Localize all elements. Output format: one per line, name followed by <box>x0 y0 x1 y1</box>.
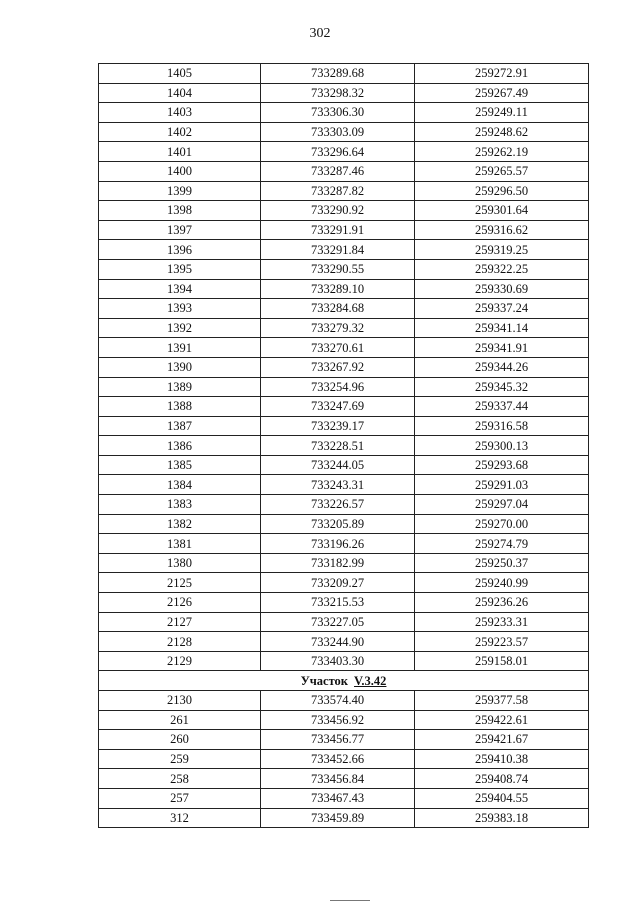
x-coordinate-cell: 733244.90 <box>261 632 415 652</box>
x-coordinate-cell: 733270.61 <box>261 338 415 358</box>
point-number-cell: 1402 <box>99 122 261 142</box>
y-coordinate-cell: 259341.14 <box>415 318 589 338</box>
x-coordinate-cell: 733459.89 <box>261 808 415 828</box>
x-coordinate-cell: 733196.26 <box>261 534 415 554</box>
coordinates-table <box>98 63 589 828</box>
point-number-cell: 2126 <box>99 593 261 613</box>
point-number-cell: 1387 <box>99 416 261 436</box>
table-row <box>99 534 589 554</box>
y-coordinate-cell: 259337.24 <box>415 299 589 319</box>
table-row <box>99 181 589 201</box>
table-row <box>99 710 589 730</box>
point-number-cell: 1403 <box>99 103 261 123</box>
x-coordinate-cell: 733456.92 <box>261 710 415 730</box>
y-coordinate-cell: 259223.57 <box>415 632 589 652</box>
section-label: Участок <box>300 673 349 688</box>
point-number-cell: 1382 <box>99 514 261 534</box>
y-coordinate-cell: 259319.25 <box>415 240 589 260</box>
x-coordinate-cell: 733182.99 <box>261 553 415 573</box>
table-row <box>99 103 589 123</box>
x-coordinate-cell: 733209.27 <box>261 573 415 593</box>
table-row <box>99 691 589 711</box>
table-row <box>99 240 589 260</box>
x-coordinate-cell: 733287.46 <box>261 161 415 181</box>
y-coordinate-cell: 259265.57 <box>415 161 589 181</box>
table-row <box>99 357 589 377</box>
point-number-cell: 1384 <box>99 475 261 495</box>
x-coordinate-cell: 733267.92 <box>261 357 415 377</box>
table-row <box>99 318 589 338</box>
table-row <box>99 495 589 515</box>
y-coordinate-cell: 259410.38 <box>415 749 589 769</box>
point-number-cell: 1380 <box>99 553 261 573</box>
table-row <box>99 749 589 769</box>
y-coordinate-cell: 259249.11 <box>415 103 589 123</box>
table-row <box>99 416 589 436</box>
table-row <box>99 397 589 417</box>
x-coordinate-cell: 733247.69 <box>261 397 415 417</box>
x-coordinate-cell: 733296.64 <box>261 142 415 162</box>
table-row <box>99 201 589 221</box>
y-coordinate-cell: 259330.69 <box>415 279 589 299</box>
point-number-cell: 1391 <box>99 338 261 358</box>
point-number-cell: 1397 <box>99 220 261 240</box>
section-header-group <box>99 671 589 691</box>
x-coordinate-cell: 733289.10 <box>261 279 415 299</box>
y-coordinate-cell: 259301.64 <box>415 201 589 221</box>
x-coordinate-cell: 733284.68 <box>261 299 415 319</box>
y-coordinate-cell: 259272.91 <box>415 64 589 84</box>
point-number-cell: 312 <box>99 808 261 828</box>
point-number-cell: 1404 <box>99 83 261 103</box>
y-coordinate-cell: 259337.44 <box>415 397 589 417</box>
y-coordinate-cell: 259248.62 <box>415 122 589 142</box>
x-coordinate-cell: 733290.92 <box>261 201 415 221</box>
y-coordinate-cell: 259300.13 <box>415 436 589 456</box>
y-coordinate-cell: 259377.58 <box>415 691 589 711</box>
table-row <box>99 808 589 828</box>
x-coordinate-cell: 733215.53 <box>261 593 415 613</box>
x-coordinate-cell: 733306.30 <box>261 103 415 123</box>
x-coordinate-cell: 733226.57 <box>261 495 415 515</box>
y-coordinate-cell: 259291.03 <box>415 475 589 495</box>
x-coordinate-cell: 733239.17 <box>261 416 415 436</box>
x-coordinate-cell: 733303.09 <box>261 122 415 142</box>
table-row <box>99 161 589 181</box>
table-row <box>99 259 589 279</box>
point-number-cell: 2125 <box>99 573 261 593</box>
point-number-cell: 1393 <box>99 299 261 319</box>
point-number-cell: 1381 <box>99 534 261 554</box>
y-coordinate-cell: 259421.67 <box>415 730 589 750</box>
x-coordinate-cell: 733279.32 <box>261 318 415 338</box>
table-row <box>99 514 589 534</box>
table-row <box>99 338 589 358</box>
x-coordinate-cell: 733467.43 <box>261 788 415 808</box>
point-number-cell: 2127 <box>99 612 261 632</box>
point-number-cell: 1392 <box>99 318 261 338</box>
point-number-cell: 1400 <box>99 161 261 181</box>
point-number-cell: 1389 <box>99 377 261 397</box>
point-number-cell: 1399 <box>99 181 261 201</box>
x-coordinate-cell: 733205.89 <box>261 514 415 534</box>
x-coordinate-cell: 733452.66 <box>261 749 415 769</box>
point-number-cell: 1405 <box>99 64 261 84</box>
y-coordinate-cell: 259404.55 <box>415 788 589 808</box>
point-number-cell: 2128 <box>99 632 261 652</box>
table-row <box>99 769 589 789</box>
y-coordinate-cell: 259422.61 <box>415 710 589 730</box>
y-coordinate-cell: 259240.99 <box>415 573 589 593</box>
table-row <box>99 553 589 573</box>
x-coordinate-cell: 733403.30 <box>261 651 415 671</box>
table-row <box>99 455 589 475</box>
y-coordinate-cell: 259158.01 <box>415 651 589 671</box>
y-coordinate-cell: 259344.26 <box>415 357 589 377</box>
y-coordinate-cell: 259322.25 <box>415 259 589 279</box>
section-code: V.3.42 <box>354 673 387 688</box>
y-coordinate-cell: 259297.04 <box>415 495 589 515</box>
table-row <box>99 142 589 162</box>
point-number-cell: 261 <box>99 710 261 730</box>
point-number-cell: 1388 <box>99 397 261 417</box>
x-coordinate-cell: 733291.91 <box>261 220 415 240</box>
y-coordinate-cell: 259408.74 <box>415 769 589 789</box>
table-row <box>99 377 589 397</box>
point-number-cell: 1398 <box>99 201 261 221</box>
point-number-cell: 257 <box>99 788 261 808</box>
section-header-row <box>99 671 589 691</box>
point-number-cell: 259 <box>99 749 261 769</box>
x-coordinate-cell: 733228.51 <box>261 436 415 456</box>
point-number-cell: 1390 <box>99 357 261 377</box>
y-coordinate-cell: 259274.79 <box>415 534 589 554</box>
point-number-cell: 260 <box>99 730 261 750</box>
table-row <box>99 788 589 808</box>
y-coordinate-cell: 259236.26 <box>415 593 589 613</box>
point-number-cell: 2129 <box>99 651 261 671</box>
y-coordinate-cell: 259267.49 <box>415 83 589 103</box>
y-coordinate-cell: 259383.18 <box>415 808 589 828</box>
x-coordinate-cell: 733244.05 <box>261 455 415 475</box>
table-row <box>99 122 589 142</box>
y-coordinate-cell: 259296.50 <box>415 181 589 201</box>
x-coordinate-cell: 733243.31 <box>261 475 415 495</box>
table-row <box>99 220 589 240</box>
point-number-cell: 2130 <box>99 691 261 711</box>
point-number-cell: 1394 <box>99 279 261 299</box>
x-coordinate-cell: 733574.40 <box>261 691 415 711</box>
point-number-cell: 1396 <box>99 240 261 260</box>
y-coordinate-cell: 259270.00 <box>415 514 589 534</box>
page-number: 302 <box>309 26 331 41</box>
table-row <box>99 573 589 593</box>
x-coordinate-cell: 733456.84 <box>261 769 415 789</box>
table-row <box>99 612 589 632</box>
section-header-cell <box>99 671 589 691</box>
coordinates-table-block-1 <box>99 64 589 671</box>
y-coordinate-cell: 259316.62 <box>415 220 589 240</box>
point-number-cell: 1395 <box>99 259 261 279</box>
table-row <box>99 279 589 299</box>
point-number-cell: 1385 <box>99 455 261 475</box>
y-coordinate-cell: 259345.32 <box>415 377 589 397</box>
scan-mark <box>330 900 370 901</box>
coordinates-table-block-2 <box>99 691 589 828</box>
table-row <box>99 651 589 671</box>
x-coordinate-cell: 733290.55 <box>261 259 415 279</box>
table-row <box>99 475 589 495</box>
x-coordinate-cell: 733227.05 <box>261 612 415 632</box>
point-number-cell: 1386 <box>99 436 261 456</box>
y-coordinate-cell: 259250.37 <box>415 553 589 573</box>
x-coordinate-cell: 733456.77 <box>261 730 415 750</box>
table-row <box>99 436 589 456</box>
x-coordinate-cell: 733287.82 <box>261 181 415 201</box>
table-row <box>99 632 589 652</box>
table-row <box>99 64 589 84</box>
x-coordinate-cell: 733298.32 <box>261 83 415 103</box>
x-coordinate-cell: 733291.84 <box>261 240 415 260</box>
table-row <box>99 730 589 750</box>
y-coordinate-cell: 259316.58 <box>415 416 589 436</box>
point-number-cell: 1383 <box>99 495 261 515</box>
x-coordinate-cell: 733254.96 <box>261 377 415 397</box>
x-coordinate-cell: 733289.68 <box>261 64 415 84</box>
point-number-cell: 258 <box>99 769 261 789</box>
table-row <box>99 299 589 319</box>
table-row <box>99 83 589 103</box>
y-coordinate-cell: 259233.31 <box>415 612 589 632</box>
y-coordinate-cell: 259262.19 <box>415 142 589 162</box>
point-number-cell: 1401 <box>99 142 261 162</box>
y-coordinate-cell: 259293.68 <box>415 455 589 475</box>
table-row <box>99 593 589 613</box>
y-coordinate-cell: 259341.91 <box>415 338 589 358</box>
